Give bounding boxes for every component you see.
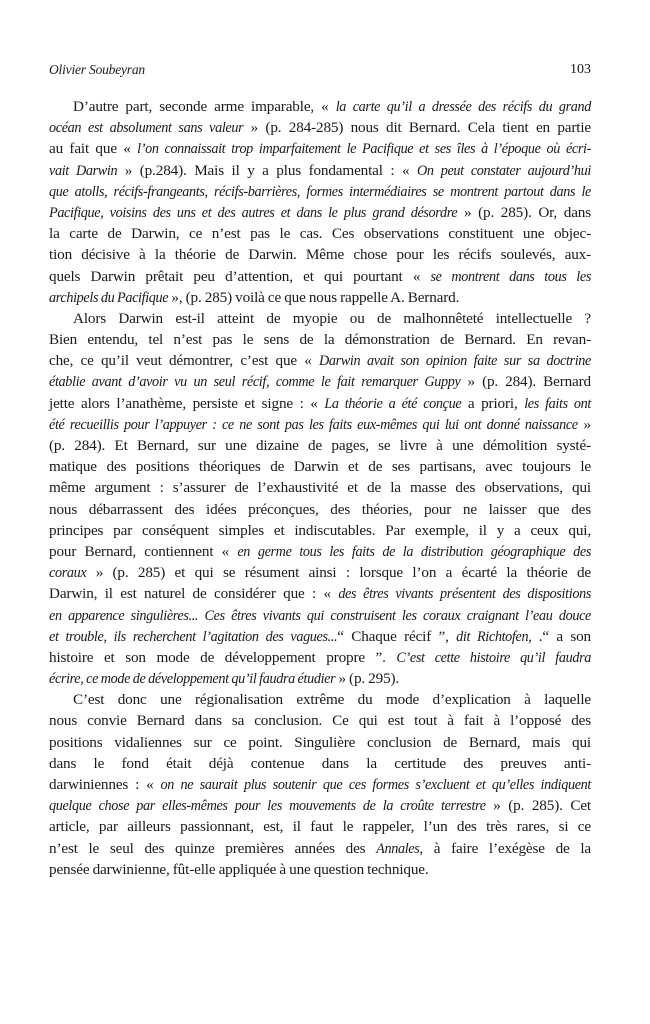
- text-run: matique des positions théoriques de Darwin et de ses partisans, avec toujours le: [49, 458, 591, 476]
- running-head: [49, 62, 591, 82]
- italic-quote: la carte qu’il a dressée des récifs du grand: [335, 99, 591, 115]
- text-line: [49, 520, 591, 541]
- text-run: » (p. 284). Bernard: [460, 373, 592, 391]
- text-line: [49, 795, 591, 816]
- text-line: [49, 562, 591, 583]
- text-line: [49, 435, 591, 456]
- text-line: [49, 266, 591, 287]
- text-line: [49, 329, 591, 350]
- text-run: au fait que «: [49, 140, 138, 158]
- italic-quote: que atolls, récifs-frangeants, récifs-barrières, formes intermédiaires se montrent partout dans le: [49, 183, 591, 200]
- text-line: [49, 668, 591, 689]
- text-line: [49, 223, 591, 244]
- body-text: [49, 96, 591, 880]
- text-run: positions vidaliennes sur ce point. Singulière conclusion de Bernard, mais qui: [49, 733, 591, 751]
- paragraph-3: [49, 689, 591, 880]
- italic-quote: C’est cette histoire qu’il faudra: [396, 649, 591, 666]
- italic-quote: des êtres vivants présentent des dispositions: [338, 586, 591, 603]
- text-line: [49, 371, 591, 392]
- text-line: [49, 541, 591, 562]
- text-run: pensée darwinienne, fût-elle appliquée à une question technique.: [49, 860, 429, 878]
- italic-quote: Annales: [376, 840, 420, 857]
- text-line: [49, 838, 591, 859]
- italic-quote: on ne saurait plus soutenir que ces formes s’excluent et qu’elles indiquent: [160, 777, 591, 793]
- text-line: [49, 287, 591, 308]
- text-run: article, par ailleurs passionnant, est, il faut le rappeler, l’un des très rares, si ce: [49, 818, 591, 836]
- text-run: quels Darwin prêtait peu d’attention, et qui pourtant «: [49, 267, 431, 285]
- italic-quote: quelque chose par elles-mêmes pour les mouvements de la croûte terrestre: [49, 798, 486, 815]
- text-run: » (p. 285). Cet: [485, 797, 591, 815]
- text-run: che, ce qu’il veut démontrer, c’est que «: [49, 352, 319, 370]
- text-run: dans le fond était déjà contenue dans la certitude des preuves anti-: [49, 754, 591, 772]
- text-line: [49, 96, 591, 117]
- italic-quote: coraux: [49, 565, 87, 582]
- italic-quote: archipels du Pacifique: [49, 289, 169, 306]
- text-line: [49, 626, 591, 647]
- text-line: [49, 710, 591, 731]
- text-run: “ Chaque récif ”,: [337, 627, 457, 645]
- text-run: »: [577, 415, 591, 433]
- text-line: [49, 732, 591, 753]
- text-run: histoire et son mode de développement propre ”.: [49, 648, 397, 666]
- italic-quote: en germe tous les faits de la distribution géographique des: [237, 543, 591, 560]
- text-line: [49, 456, 591, 477]
- italic-quote: se montrent dans tous les: [430, 268, 591, 285]
- text-line: [49, 477, 591, 498]
- text-line: [49, 859, 591, 880]
- text-line: [49, 350, 591, 371]
- text-run: Darwin, il est naturel de considérer que : «: [49, 585, 339, 603]
- text-line: [49, 138, 591, 159]
- text-run: principes par conséquent simples et indiscutables. Par exemple, il y a ceux qui,: [49, 521, 591, 539]
- italic-quote: établie avant d’avoir vu un seul récif, comme le fait remarquer Guppy: [49, 374, 461, 391]
- text-line: [49, 117, 591, 138]
- text-run: .“ a son: [531, 627, 591, 645]
- text-line: [49, 181, 591, 202]
- text-line: [49, 414, 591, 435]
- text-run: », (p. 285) voilà ce que nous rappelle A. Bernard.: [168, 288, 460, 306]
- text-run: D’autre part, seconde arme imparable, «: [73, 98, 336, 115]
- text-run: nous débarrassent des idées préconçues, des théories, pour ne laisser que des: [49, 500, 591, 518]
- text-run: a priori,: [461, 394, 525, 412]
- text-run: » (p. 284-285) nous dit Bernard. Cela tient en partie: [243, 119, 591, 137]
- text-run: n’est le seul des quinze premières années des: [49, 839, 377, 857]
- italic-quote: Pacifique, voisins des uns et des autres et dans le plus grand désordre: [49, 204, 458, 221]
- italic-quote: écrire, ce mode de développement qu’il faudra étudier: [49, 671, 336, 688]
- text-run: Alors Darwin est-il atteint de myopie ou de malhonnêteté intellectuelle ?: [73, 309, 591, 327]
- text-run: , à faire l’exégèse de la: [419, 839, 591, 857]
- text-line: [49, 244, 591, 265]
- text-run: C’est donc une régionalisation extrême du mode d’explication à laquelle: [73, 691, 591, 709]
- italic-quote: été recueillis pour l’appuyer : ce ne sont pas les faits eux-mêmes qui lui ont donné naissance: [49, 416, 578, 433]
- italic-quote: en apparence singulières... Ces êtres vivants qui construisent les coraux craignant l’eau douce: [49, 607, 591, 624]
- text-line: [49, 160, 591, 181]
- text-run: » (p. 285) et qui se résument ainsi : lorsque l’on a écarté la théorie de: [86, 564, 591, 582]
- text-run: pour Bernard, contiennent «: [49, 542, 238, 560]
- text-run: » (p.284). Mais il y a plus fondamental : «: [117, 161, 417, 179]
- text-line: [49, 605, 591, 626]
- page-number: 103: [570, 62, 591, 77]
- italic-quote: La théorie a été conçue: [324, 395, 462, 412]
- text-line: [49, 816, 591, 837]
- text-run: (p. 284). Et Bernard, sur une dizaine de pages, se livre à une démolition systé-: [49, 437, 591, 454]
- text-run: nous convie Bernard dans sa conclusion. Ce qui est tout à fait à l’opposé des: [49, 712, 591, 730]
- text-line: [49, 753, 591, 774]
- italic-quote: l’on connaissait trop imparfaitement le Pacifique et ses îles à l’époque où écri-: [137, 141, 591, 158]
- text-run: » (p. 295).: [335, 670, 400, 688]
- italic-quote: et trouble, ils recherchent l’agitation des vagues...: [49, 628, 338, 645]
- text-line: [49, 308, 591, 329]
- text-line: [49, 689, 591, 710]
- text-run: jette alors l’anathème, persiste et signe : «: [49, 394, 325, 412]
- italic-quote: vait Darwin: [49, 162, 118, 179]
- italic-quote: On peut constater aujourd’hui: [416, 162, 591, 179]
- text-run: tion décisive à la théorie de Darwin. Même chose pour les récifs soulevés, aux-: [49, 246, 591, 264]
- italic-quote: dit Richtofen,: [456, 628, 532, 645]
- italic-quote: océan est absolument sans valeur: [49, 120, 244, 137]
- text-run: même argument : s’assurer de l’exhaustivité et de la masse des observations, qui: [49, 479, 591, 497]
- running-head-author: Olivier Soubeyran: [49, 62, 145, 77]
- text-run: » (p. 285). Or, dans: [457, 203, 591, 221]
- text-line: [49, 583, 591, 604]
- paragraph-2: [49, 308, 591, 689]
- text-line: [49, 202, 591, 223]
- text-run: Bien entendu, tel n’est pas le sens de la démonstration de Bernard. En revan-: [49, 331, 591, 349]
- text-line: [49, 647, 591, 668]
- italic-quote: les faits ont: [524, 395, 591, 412]
- paragraph-1: [49, 96, 591, 308]
- text-run: la carte de Darwin, ce n’est pas le cas. Ces observations constituent une objec-: [49, 225, 591, 243]
- text-line: [49, 774, 591, 795]
- text-line: [49, 499, 591, 520]
- text-line: [49, 393, 591, 414]
- text-run: darwiniennes : «: [49, 776, 161, 793]
- italic-quote: Darwin avait son opinion faite sur sa doctrine: [318, 353, 591, 370]
